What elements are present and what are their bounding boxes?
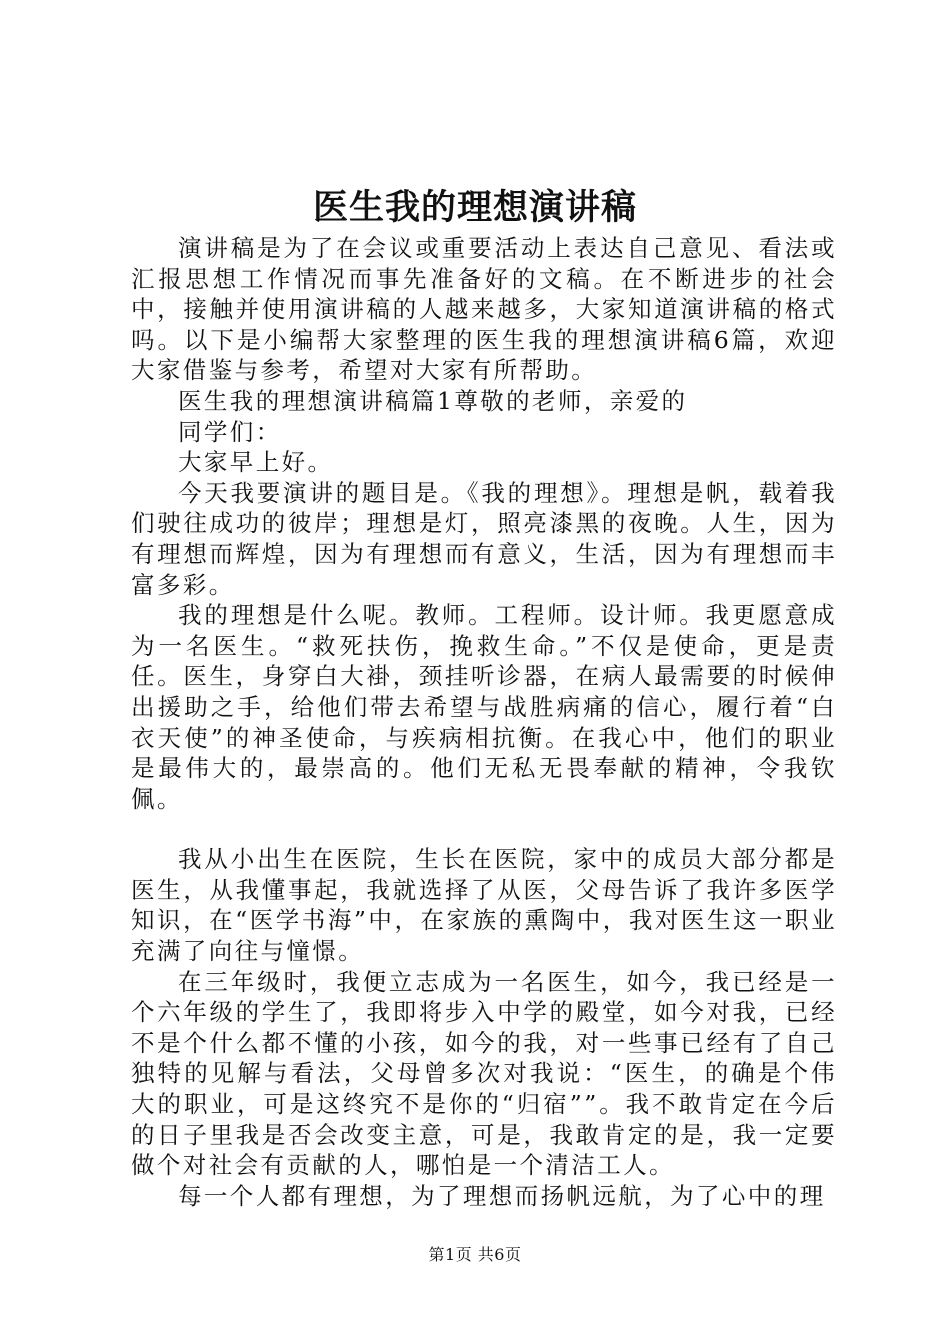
paragraph-good-morning: 大家早上好。 <box>178 448 334 477</box>
paragraph-everyone: 每一个人都有理想，为了理想而扬帆远航，为了心中的理 <box>178 1181 826 1210</box>
paragraph-topic: 今天我要演讲的题目是。《我的理想》。理想是帆，载着我们驶往成功的彼岸；理想是灯，照亮漆黑的夜晚。人生，因为有理想而辉煌，因为有理想而有意义，生活，因为有理想而丰富多彩。 <box>131 478 837 599</box>
paragraph-greeting: 同学们： <box>178 417 282 446</box>
document-body <box>131 233 837 1211</box>
document-title: 医生我的理想演讲稿 <box>312 187 637 228</box>
page-number-footer: 第1页 共6页 <box>428 1245 522 1264</box>
paragraph-third-grade: 在三年级时，我便立志成为一名医生，如今，我已经是一个六年级的学生了，我即将步入中学的殿堂，如今对我，已经不是个什么都不懂的小孩，如今的我，对一些事已经有了自己独特的见解与看法，父母曾多次对我说：“医生，的确是个伟大的职业，可是这终究不是你的“归宿””。我不敢肯定在今后的日子里我是否会改变主意，可是，我敢肯定的是，我一定要做个对社会有贡献的人，哪怕是一个清洁工人。 <box>131 967 837 1180</box>
paragraph-hospital: 我从小出生在医院，生长在医院，家中的成员大部分都是医生，从我懂事起，我就选择了从医，父母告诉了我许多医学知识，在“医学书海”中，在家族的熏陶中，我对医生这一职业充满了向往与憧憬。 <box>131 845 837 966</box>
paragraph-heading-line: 医生我的理想演讲稿篇1尊敬的老师，亲爱的 <box>178 386 688 415</box>
paragraph-intro: 演讲稿是为了在会议或重要活动上表达自己意见、看法或汇报思想工作情况而事先准备好的文稿。在不断进步的社会中，接触并使用演讲稿的人越来越多，大家知道演讲稿的格式吗。以下是小编帮大家整理的医生我的理想演讲稿6篇，欢迎大家借鉴与参考，希望对大家有所帮助。 <box>131 234 837 385</box>
paragraph-my-ideal: 我的理想是什么呢。教师。工程师。设计师。我更愿意成为一名医生。“救死扶伤，挽救生命。”不仅是使命，更是责任。医生，身穿白大褂，颈挂听诊器，在病人最需要的时候伸出援助之手，给他们带去希望与战胜病痛的信心，履行着“白衣天使”的神圣使命，与疾病相抗衡。在我心中，他们的职业是最伟大的，最崇高的。他们无私无畏奉献的精神，令我钦佩。 <box>131 601 837 813</box>
